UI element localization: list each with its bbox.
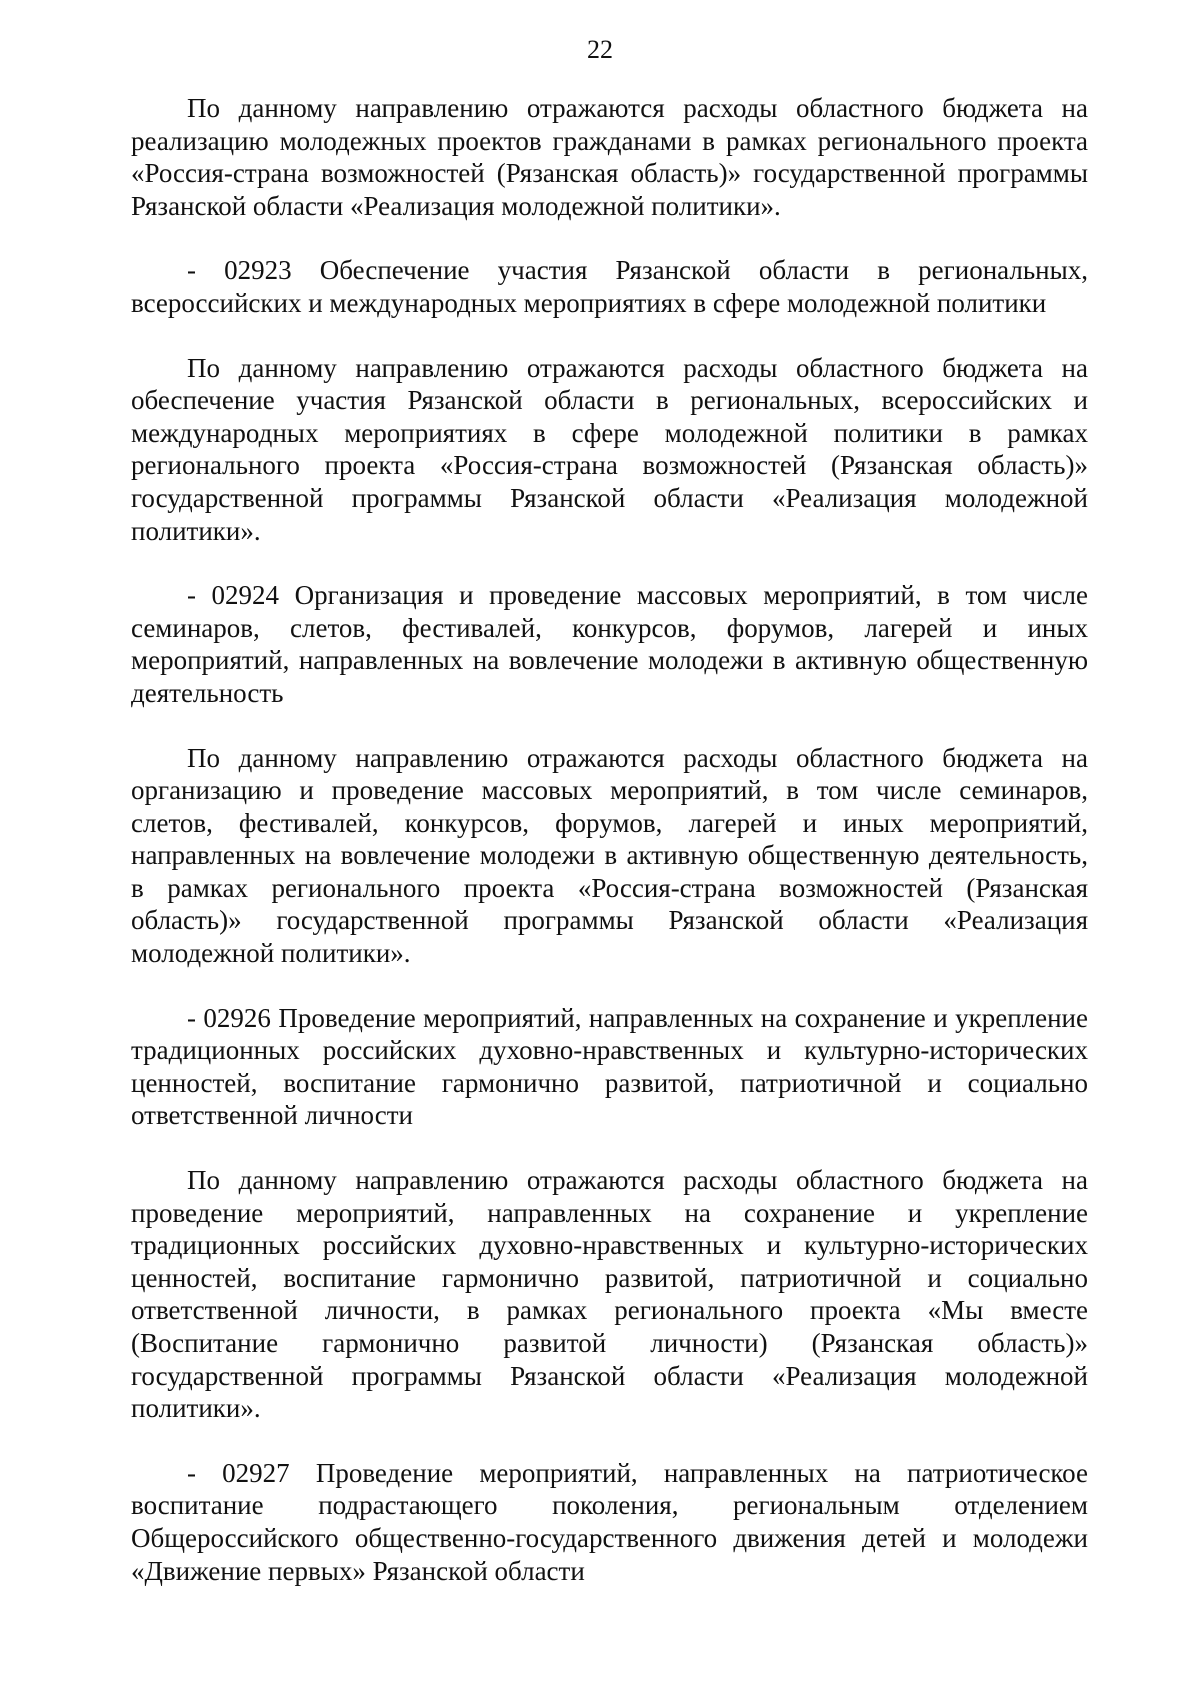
paragraph-item-02926: - 02926 Проведение мероприятий, направленных на сохранение и укрепление традиционных российских духовно-нравственных и культурно-исторических ценностей, воспитание гармонично развитой, патриотичной и социально ответственной личности	[131, 1002, 1088, 1131]
document-body	[131, 92, 1088, 1587]
paragraph-description: По данному направлению отражаются расходы областного бюджета на обеспечение участия Рязанской области в региональных, всероссийских и международных мероприятиях в сфере молодежной политики в рамках регионального проекта «Россия-страна возможностей (Рязанская область)» государственной программы Рязанской области «Реализация молодежной политики».	[131, 352, 1088, 546]
paragraph-description: По данному направлению отражаются расходы областного бюджета на реализацию молодежных проектов гражданами в рамках регионального проекта «Россия-страна возможностей (Рязанская область)» государственной программы Рязанской области «Реализация молодежной политики».	[131, 93, 1088, 221]
paragraph-item-02924: - 02924 Организация и проведение массовых мероприятий, в том числе семинаров, слетов, фестивалей, конкурсов, форумов, лагерей и иных мероприятий, направленных на вовлечение молодежи в активную общественную деятельность	[131, 580, 1088, 708]
paragraph-item-02923: - 02923 Обеспечение участия Рязанской области в региональных, всероссийских и международных мероприятиях в сфере молодежной политики	[131, 255, 1088, 318]
paragraph-description: По данному направлению отражаются расходы областного бюджета на организацию и проведение массовых мероприятий, в том числе семинаров, слетов, фестивалей, конкурсов, форумов, лагерей и иных мероприятий, направленных на вовлечение молодежи в активную общественную деятельность, в рамках регионального проекта «Россия-страна возможностей (Рязанская область)» государственной программы Рязанской области «Реализация молодежной политики».	[131, 742, 1088, 969]
page-number: 22	[587, 35, 613, 64]
paragraph-description: По данному направлению отражаются расходы областного бюджета на проведение мероприятий, направленных на сохранение и укрепление традиционных российских духовно-нравственных и культурно-исторических ценностей, воспитание гармонично развитой, патриотичной и социально ответственной личности, в рамках регионального проекта «Мы вместе (Воспитание гармонично развитой личности) (Рязанская область)» государственной программы Рязанской области «Реализация молодежной политики».	[131, 1165, 1088, 1424]
paragraph-item-02927: - 02927 Проведение мероприятий, направленных на патриотическое воспитание подрастающего поколения, региональным отделением Общероссийского общественно-государственного движения детей и молодежи «Движение первых» Рязанской области	[131, 1457, 1088, 1586]
